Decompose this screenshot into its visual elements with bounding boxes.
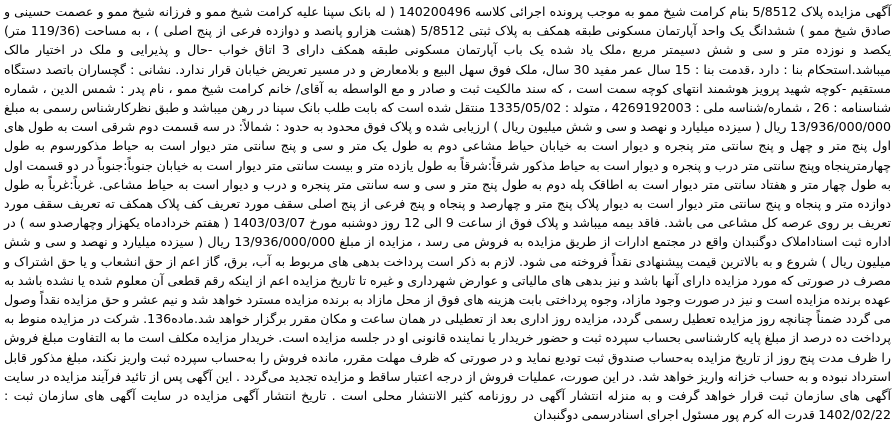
auction-notice-text: آگهی مزایده پلاک 5/8512 بنام کرامت شیخ ممو به موجب پرونده اجرائی کلاسه 140200496 ( له بانک سپنا علیه کرامت شیخ ممو و فرزانه شیخ ممو و عصمت حسینی و صادق شیخ ممو ) ششدانگ یک واحد آپارتمان مسکونی طبقه همکف به پلاک ثبتی 5/8512 (هشت هزارو پانصد و دوازده فرعی از پنج اصلی ) ، به مساحت (119/36 متر) یکصد و نوزده متر و سی و شش دسیمتر مربع ،ملک یاد شده یک باب آپارتمان مسکونی طبقه همکف دارای 3 اتاق خواب -حال و پذیرایی و ملک در اختیار مالک میباشد.استحکام بنا : دارد ،قدمت بنا : 15 سال عمر مفید 30 سال، ملک فوق سهل البیع و بلامعارض و در مسیر تعریض خیابان قرار ندارد. نشانی : گچساران باتصد دستگاه مستقیم -کوچه شهید پرویز هوشمند انتهای کوچه سمت است ، که سند مالکیت ثبت و صادر و مع الواسطه به آقای/ خانم کرامت شیخ ممو ، نام پدر : شمس الدین ، شماره شناسنامه : 26 ، شماره/شناسه ملی : 4269192003 ، متولد : 1335/05/02 منتقل شده است که بابت طلب بانک سپنا در رهن میباشد و طبق نظرکارشناس رسمی به مبلغ 13/936/000/000 ریال ( سیزده میلیارد و نهصد و سی و شش میلیون ریال ) ارزیابی شده و پلاک فوق محدود به حدود : شمالاً: در سه قسمت دوم شرقی است به طول های اول پنج متر و چهل و پنج سانتی متر پنجره و دیوار است به خیابان حیاط مشاعی دوم به طول یک متر و سی و پنج سانتی متر دیوار است به حیاط مذکورسوم به طول چهارمترپنجاه وپنج سانتی متر درب و پنجره و دیوار است به حیاط مذکور شرقاً:شرقاً به طول یازده متر و بیست سانتی متر دیوار است به خیابان جنوباً:جنوباً در دو قسمت اول به طول چهار متر و هفتاد سانتی متر دیوار است به اطاقک پله دوم به طول پنج متر و سی و سه سانتی متر پنجره و درب و دیوار است به حیاط مشاعی. غرباً:غرباً به طول دوازده متر و پنجاه و پنج سانتی متر دیوار است به دیوار پلاک پنج متر و چهارصد و پنجاه و پنج فرعی از پنج اصلی سقف مورد تعریف کف پلاک همکف ته تعریف سقف مورد تعریف بر روی عرصه کل مشاعی می باشد. فاقد بیمه میباشد و پلاک فوق از ساعت 9 الی 12 روز دوشنبه مورخ 1403/03/07 ( هفتم خردادماه یکهزار وچهارصدو سه ) در اداره ثبت اسناداملاک دوگنبدان واقع در مجتمع ادارات از طریق مزایده به فروش می رسد ، مزایده از مبلغ 13/936/000/000 ریال ( سیزده میلیارد و نهصد و سی و شش میلیون ریال ) شروع و به بالاترین قیمت پیشنهادی نقداً فروخته می شود. لازم به ذکر است پرداخت بدهی های مربوط به آب، برق، گاز اعم از حق انشعاب و یا حق اشتراک و مصرف در صورتی که مورد مزایده دارای آنها باشد و نیز بدهی های مالیاتی و عوارض شهرداری و غیره تا تاریخ مزایده اعم از اینکه رقم قطعی آن معلوم شده یا نشده باشد به عهده برنده مزایده است و نیز در صورت وجود مازاد، وجوه پرداختی بابت هزینه های فوق از محل مازاد به برنده مزایده مسترد خواهد شد و نیم عشر و حق مزایده نقداً وصول می گردد ضمناً چنانچه روز مزایده تعطیل رسمی گردد، مزایده روز اداری بعد از تعطیلی در همان ساعت و مکان مقرر برگزار خواهد شد.ماده136. شرکت در مزایده منوط به پرداخت ده درصد از مبلغ پایه کارشناسی بحساب سپرده ثبت و حضور خریدار یا نماینده قانونی او در جلسه مزایده است. خریدار مزایده مکلف است ما به التفاوت مبلغ فروش را ظرف مدت پنج روز از تاریخ مزایده به‌حساب صندوق ثبت تودیع نماید و در صورتی که ظرف مهلت مقرر، مانده فروش را به‌حساب سپرده ثبت واریز نکند، مبلغ مذکور قابل استرداد نبوده و به حساب خزانه واریز خواهد شد. در این صورت، عملیات فروش از درجه اعتبار ساقط و مزایده تجدید می‌گردد . این آگهی پس از تائید فرآیند مزایده در سایت آگهی های سازمان ثبت قرار خواهد گرفت و به منزله انتشار آگهی در روزنامه کثیر الانتشار محلی است . تاریخ انتشار آگهی مزایده در سایت آگهی های سازمان ثبت : 1402/02/22 قدرت اله کرم پور مسئول اجرای اسنادرسمی دوگنبدان xyxy=(4,4,891,423)
